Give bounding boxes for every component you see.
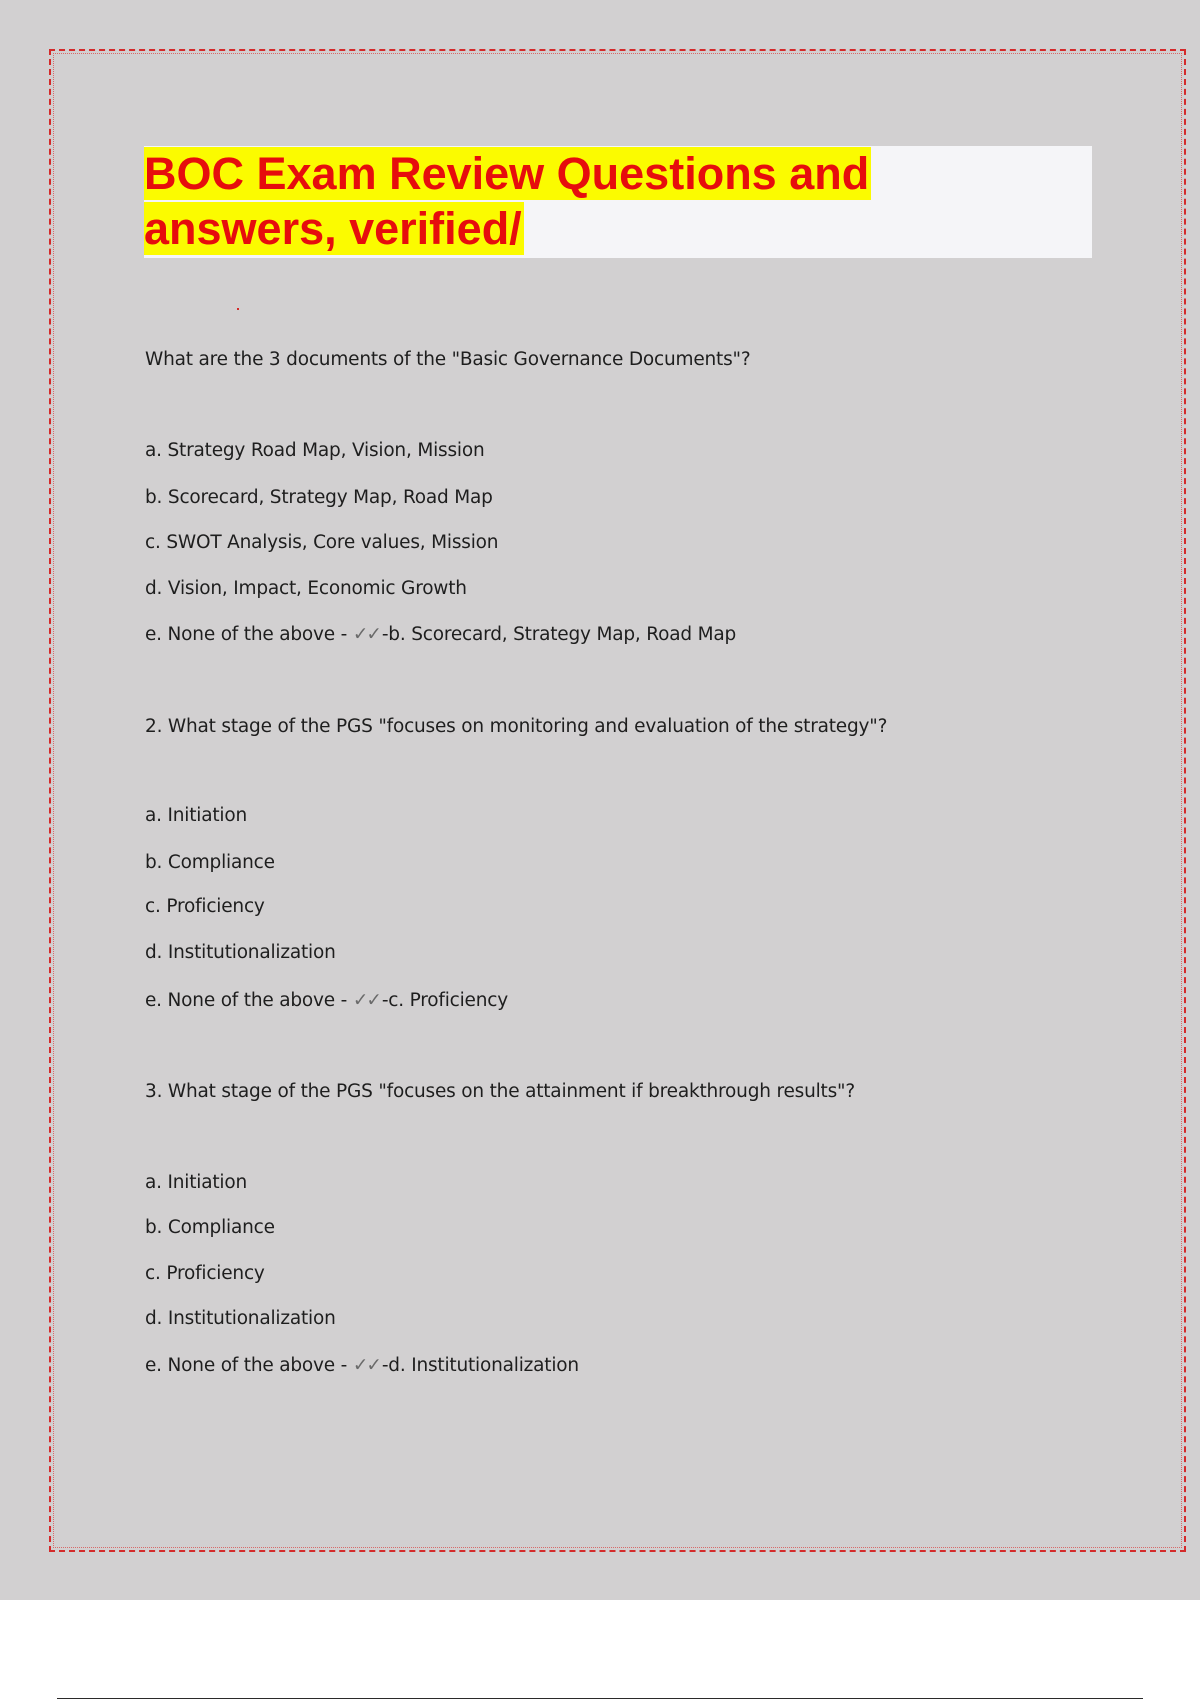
- option-d: d. Vision, Impact, Economic Growth: [145, 578, 467, 599]
- option-a: a. Initiation: [145, 1172, 247, 1193]
- title-block: [144, 146, 1092, 258]
- option-a: a. Initiation: [145, 805, 247, 826]
- double-check-icon: ✓✓: [352, 1355, 380, 1376]
- option-e-with-answer: [145, 1355, 579, 1376]
- double-check-icon: ✓✓: [352, 624, 380, 645]
- option-e: e. None of the above -: [145, 1355, 353, 1376]
- option-c: c. Proficiency: [145, 896, 265, 917]
- option-c: c. SWOT Analysis, Core values, Mission: [145, 532, 499, 553]
- option-e: e. None of the above -: [145, 624, 353, 645]
- title-line-2: answers, verified/: [144, 203, 522, 254]
- option-e-with-answer: [145, 990, 508, 1011]
- question-text: 3. What stage of the PGS "focuses on the attainment if breakthrough results"?: [145, 1081, 855, 1102]
- stray-mark: [237, 308, 239, 310]
- option-b: b. Scorecard, Strategy Map, Road Map: [145, 487, 493, 508]
- option-e-with-answer: [145, 624, 736, 645]
- correct-answer: -b. Scorecard, Strategy Map, Road Map: [381, 624, 737, 645]
- correct-answer: -d. Institutionalization: [381, 1355, 579, 1376]
- document-title: [144, 146, 944, 256]
- footer-rule: [57, 1698, 1143, 1699]
- question-text: What are the 3 documents of the "Basic Governance Documents"?: [145, 349, 751, 370]
- double-check-icon: ✓✓: [352, 990, 380, 1011]
- title-line-1: BOC Exam Review Questions and: [144, 148, 870, 199]
- option-d: d. Institutionalization: [145, 1308, 336, 1329]
- option-b: b. Compliance: [145, 852, 275, 873]
- option-a: a. Strategy Road Map, Vision, Mission: [145, 440, 485, 461]
- option-d: d. Institutionalization: [145, 942, 336, 963]
- option-e: e. None of the above -: [145, 990, 353, 1011]
- option-b: b. Compliance: [145, 1217, 275, 1238]
- correct-answer: -c. Proficiency: [381, 990, 508, 1011]
- option-c: c. Proficiency: [145, 1263, 265, 1284]
- question-text: 2. What stage of the PGS "focuses on monitoring and evaluation of the strategy"?: [145, 716, 888, 737]
